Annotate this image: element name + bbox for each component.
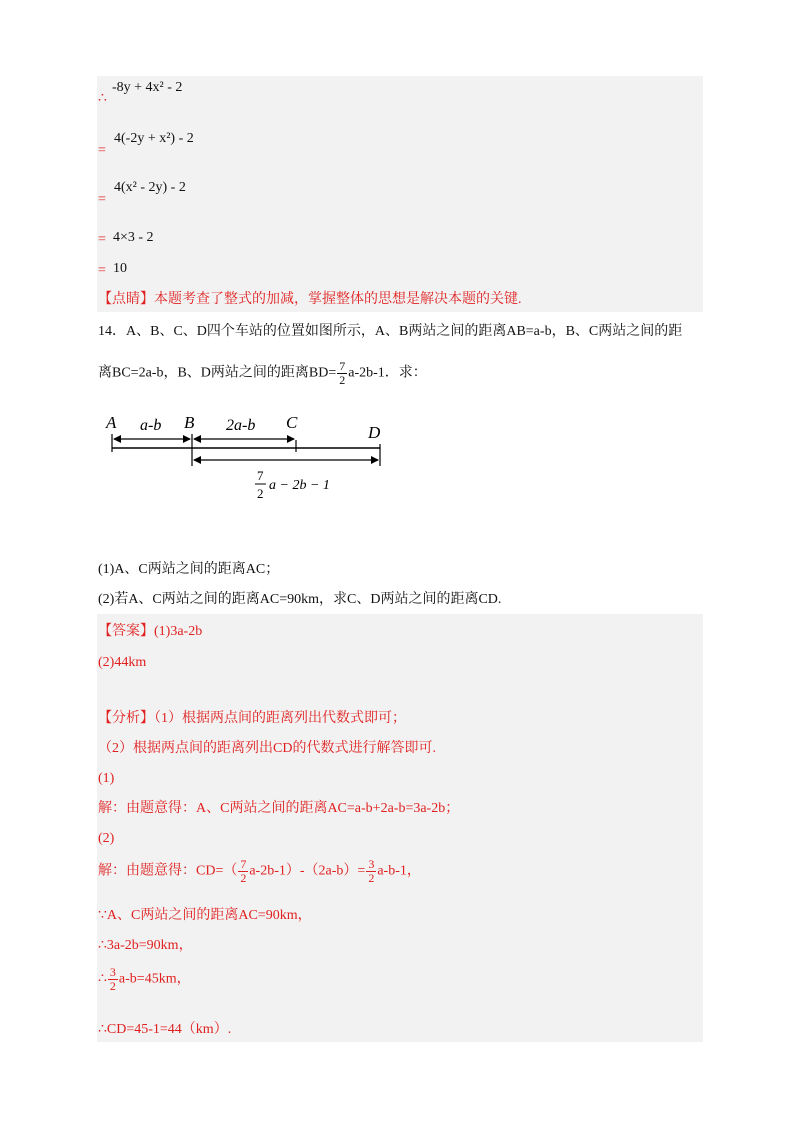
solution-box-13: [97, 76, 703, 312]
expr-line-5: 10: [113, 261, 127, 276]
question-text-line-1: A、B、C、D四个车站的位置如图所示，A、B两站之间的距离AB=a-b，B、C两站之间的距: [126, 324, 683, 339]
question-text-line-2-pre: 离BC=2a-b，B、D两站之间的距离BD=: [98, 365, 337, 381]
question-14-line-1: [98, 324, 682, 340]
part-1-label: (1): [98, 771, 115, 786]
label-D: D: [368, 423, 381, 442]
therefore-symbol: ∴: [98, 91, 107, 106]
solution-2-fraction-2-den: 2: [368, 871, 375, 885]
equals-symbol-3: =: [98, 232, 106, 247]
subquestion-2: (2)若A、C两站之间的距离AC=90km，求C、D两站之间的距离CD.: [98, 592, 502, 607]
solution-2-fraction-1-den: 2: [240, 871, 247, 885]
therefore-line-2-post: a-b=45km，: [118, 971, 191, 987]
expr-line-4: 4×3 - 2: [113, 230, 154, 245]
solution-2-fraction-2: [366, 858, 376, 885]
equals-symbol-1: =: [98, 143, 106, 158]
bd-fraction-num: 7: [339, 359, 346, 373]
expr-line-2: 4(-2y + x²) - 2: [114, 131, 194, 146]
solution-2: [98, 858, 421, 885]
analysis-2: （2）根据两点间的距离列出CD的代数式进行解答即可.: [98, 741, 436, 756]
question-14-line-2: [98, 360, 427, 387]
station-diagram: [100, 408, 400, 512]
solution-2-mid: a-2b-1）-（2a-b）=: [249, 863, 366, 879]
because-line: ∵A、C两站之间的距离AC=90km，: [98, 908, 312, 923]
question-number: 14．: [98, 324, 126, 339]
question-text-line-2-post: a-2b-1．求：: [348, 365, 427, 381]
analysis-1: （1）根据两点间的距离列出代数式即可；: [154, 711, 406, 726]
therefore-line-2-num: 3: [109, 965, 116, 979]
dianjing-note: [98, 292, 522, 308]
solution-2-fraction-1-num: 7: [240, 857, 247, 871]
answer-2: (2)44km: [98, 655, 147, 670]
equals-symbol-4: =: [98, 263, 106, 278]
bd-fraction-den: 2: [339, 373, 346, 387]
equals-symbol-2: =: [98, 192, 106, 207]
answer-1: (1)3a-2b: [154, 624, 203, 639]
solution-2-pre: 解：由题意得：CD=（: [98, 863, 238, 879]
therefore-line-1: ∴3a-2b=90km，: [98, 938, 193, 953]
label-C: C: [286, 413, 298, 432]
dianjing-text: 本题考查了整式的加减，掌握整体的思想是解决本题的关键.: [154, 292, 522, 307]
analysis-tag: 【分析】: [98, 711, 154, 726]
solution-2-post: a-b-1，: [377, 863, 421, 879]
analysis-line-1: [98, 711, 406, 727]
solution-2-fraction-2-num: 3: [368, 857, 375, 871]
expr-line-3: 4(x² - 2y) - 2: [114, 180, 186, 195]
therefore-line-2-den: 2: [109, 979, 116, 993]
label-bc: 2a-b: [226, 417, 256, 434]
answer-tag: 【答案】: [98, 624, 154, 639]
label-B: B: [184, 413, 195, 432]
label-bd-rest: a − 2b − 1: [269, 478, 330, 493]
solution-2-fraction-1: [238, 858, 248, 885]
part-2-label: (2): [98, 831, 115, 846]
bd-fraction: [337, 360, 347, 387]
dianjing-tag: 【点睛】: [98, 292, 154, 307]
subquestion-1: (1)A、C两站之间的距离AC；: [98, 562, 280, 577]
therefore-line-3: ∴CD=45-1=44（km）.: [98, 1022, 232, 1037]
therefore-line-2: [98, 966, 191, 993]
label-ab: a-b: [140, 417, 162, 434]
therefore-line-2-fraction: [108, 966, 118, 993]
therefore-line-2-pre: ∴: [98, 971, 107, 987]
answer-line-1: [98, 624, 202, 640]
solution-1: 解：由题意得：A、C两站之间的距离AC=a-b+2a-b=3a-2b；: [98, 801, 460, 816]
label-bd-den: 2: [257, 486, 264, 501]
expr-line-1: -8y + 4x² - 2: [112, 80, 183, 95]
label-A: A: [106, 413, 117, 432]
label-bd-num: 7: [257, 468, 264, 483]
